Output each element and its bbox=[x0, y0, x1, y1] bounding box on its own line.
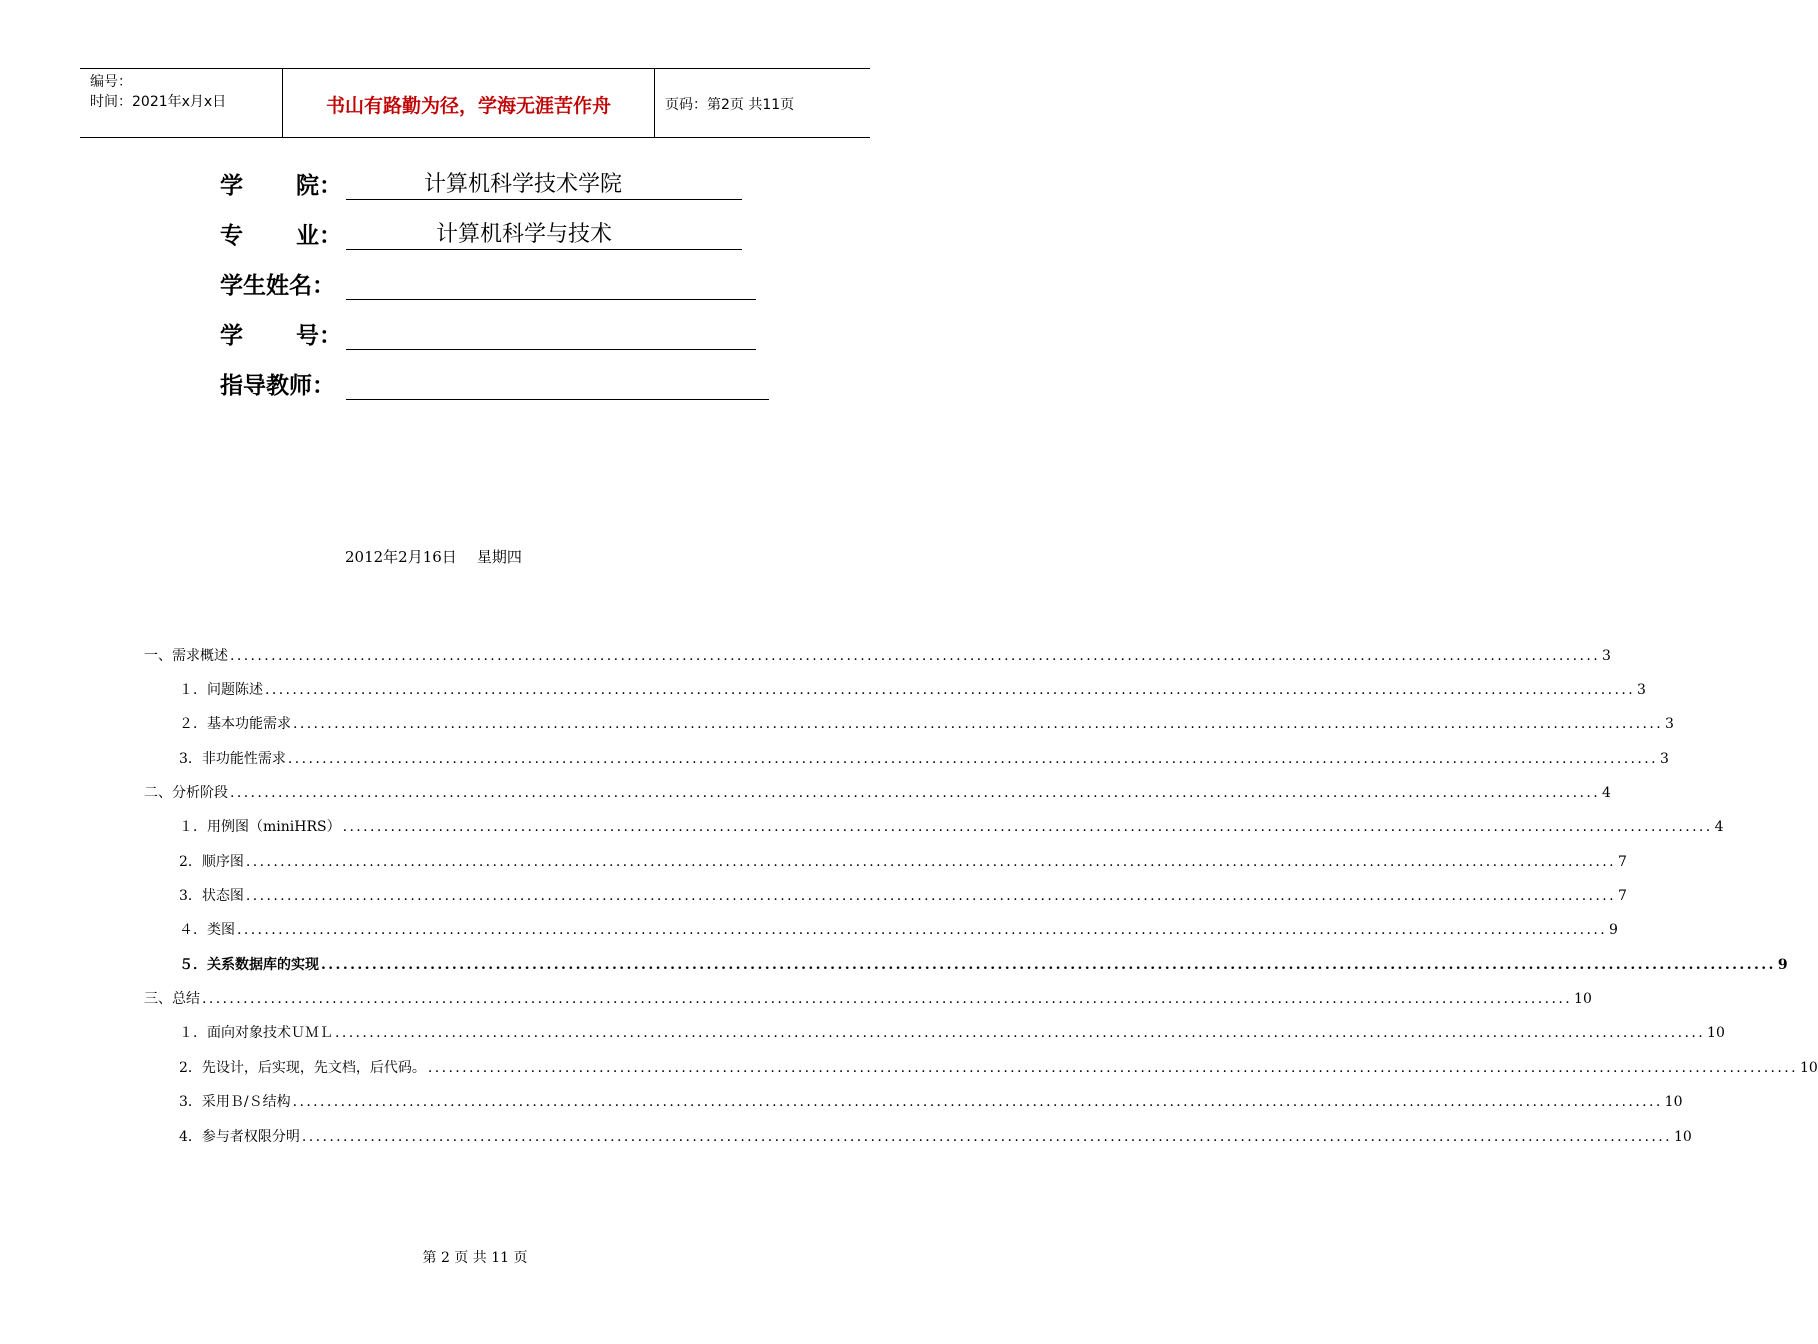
toc-entry[interactable] bbox=[179, 880, 1627, 906]
motto: 书山有路勤为径，学海无涯苦作舟 bbox=[325, 95, 611, 117]
toc-entry[interactable] bbox=[179, 674, 1646, 700]
info-label-part: 业： bbox=[296, 223, 342, 249]
toc-dot-leader: ........................................................................................................................................................................................................ bbox=[342, 819, 1713, 835]
toc-page-number: 7 bbox=[1617, 854, 1627, 870]
toc-page-number: 10 bbox=[1574, 991, 1592, 1007]
toc-entry[interactable] bbox=[179, 743, 1669, 769]
toc-page-number: 3 bbox=[1665, 716, 1674, 732]
header-page-cell bbox=[655, 69, 870, 137]
toc-dot-leader: ........................................................................................................................................................................................................ bbox=[237, 922, 1608, 938]
toc-entry[interactable] bbox=[179, 846, 1627, 872]
info-label-part: 学 bbox=[220, 323, 243, 349]
page-footer: 第 2 页 共 11 页 bbox=[422, 1250, 528, 1266]
toc-dot-leader: ........................................................................................................................................................................................................ bbox=[245, 888, 1616, 904]
toc-entry-title: 3．状态图 bbox=[179, 888, 244, 904]
toc-dot-leader: ........................................................................................................................................................................................................ bbox=[245, 854, 1616, 870]
toc-entry[interactable] bbox=[144, 640, 1611, 666]
info-label-part: 号： bbox=[296, 323, 342, 349]
toc-entry-title: 2．顺序图 bbox=[179, 854, 244, 870]
time-label: 时间：2021年x月x日 bbox=[90, 94, 227, 110]
info-label bbox=[220, 170, 342, 202]
toc-dot-leader: ........................................................................................................................................................................................................ bbox=[265, 682, 1636, 698]
info-value-field: 计算机科学与技术 bbox=[346, 220, 742, 250]
header-meta-cell bbox=[80, 69, 282, 137]
weekday-text: 星期四 bbox=[476, 548, 522, 566]
toc-dot-leader: ........................................................................................................................................................................................................ bbox=[230, 785, 1601, 801]
toc-entry[interactable] bbox=[179, 1121, 1692, 1147]
toc-entry-title: １．用例图（miniHRS） bbox=[179, 819, 341, 835]
toc-page-number: 10 bbox=[1707, 1025, 1725, 1041]
toc-page-number: 4 bbox=[1602, 785, 1611, 801]
toc-entry-title: 2．先设计，后实现，先文档，后代码。 bbox=[179, 1060, 426, 1076]
toc-page-number: 3 bbox=[1637, 682, 1646, 698]
toc-dot-leader: ........................................................................................................................................................................................................ bbox=[287, 751, 1658, 767]
toc-entry-title: 4．参与者权限分明 bbox=[179, 1129, 300, 1145]
toc-entry-title: 一、需求概述 bbox=[144, 648, 228, 664]
info-value-field bbox=[346, 270, 756, 300]
toc-entry-title: 3．采用Ｂ/Ｓ结构 bbox=[179, 1094, 291, 1110]
header-page-info: 页码：第2页 共11页 bbox=[665, 97, 795, 113]
toc-entry-title: １．面向对象技术ＵＭＬ bbox=[179, 1025, 333, 1041]
date-line bbox=[345, 546, 522, 567]
toc-dot-leader: ........................................................................................................................................................................................................ bbox=[292, 1094, 1663, 1110]
toc-dot-leader: ........................................................................................................................................................................................................ bbox=[202, 991, 1573, 1007]
toc-entry[interactable] bbox=[179, 811, 1724, 837]
info-label-part: 学生姓名： bbox=[220, 273, 335, 299]
toc-entry[interactable] bbox=[179, 1052, 1818, 1078]
toc-entry-title: １．问题陈述 bbox=[179, 682, 263, 698]
toc-dot-leader: ........................................................................................................................................................................................................ bbox=[230, 648, 1601, 664]
toc-entry[interactable] bbox=[179, 708, 1674, 734]
toc-entry-title: 3．非功能性需求 bbox=[179, 751, 286, 767]
toc-entry-title: 二、分析阶段 bbox=[144, 785, 228, 801]
toc-entry[interactable] bbox=[179, 914, 1618, 940]
toc-entry[interactable] bbox=[179, 1086, 1683, 1112]
toc-entry[interactable] bbox=[144, 983, 1592, 1009]
toc-entry[interactable] bbox=[144, 777, 1611, 803]
toc-dot-leader: ........................................................................................................................................................................................................ bbox=[293, 716, 1664, 732]
info-label bbox=[220, 370, 342, 402]
toc-dot-leader: ........................................................................................................................................................................................................ bbox=[321, 957, 1776, 973]
toc-entry[interactable] bbox=[179, 949, 1788, 975]
toc-page-number: 3 bbox=[1602, 648, 1611, 664]
info-label-part: 指导教师： bbox=[220, 373, 335, 399]
info-label bbox=[220, 320, 342, 352]
info-label-part: 专 bbox=[220, 223, 243, 249]
info-value-field bbox=[346, 320, 756, 350]
toc-entry-title: ２．基本功能需求 bbox=[179, 716, 291, 732]
toc-page-number: 7 bbox=[1617, 888, 1627, 904]
info-label bbox=[220, 220, 342, 252]
toc-page-number: 10 bbox=[1799, 1060, 1818, 1076]
date-text: 2012年2月16日 bbox=[345, 548, 457, 566]
info-label-part: 院： bbox=[296, 173, 342, 199]
toc-entry-title: ４．类图 bbox=[179, 922, 235, 938]
toc-entry-title: 三、总结 bbox=[144, 991, 200, 1007]
document-header bbox=[80, 68, 870, 138]
toc-entry[interactable] bbox=[179, 1017, 1725, 1043]
toc-page-number: 4 bbox=[1714, 819, 1724, 835]
info-value-field: 计算机科学技术学院 bbox=[346, 170, 742, 200]
toc-dot-leader: ........................................................................................................................................................................................................ bbox=[335, 1025, 1706, 1041]
info-label bbox=[220, 270, 342, 302]
toc-page-number: 9 bbox=[1609, 922, 1618, 938]
toc-page-number: 9 bbox=[1777, 957, 1788, 973]
toc-dot-leader: ........................................................................................................................................................................................................ bbox=[427, 1060, 1798, 1076]
toc-page-number: 3 bbox=[1659, 751, 1669, 767]
toc-entry-title: ５．关系数据库的实现 bbox=[179, 957, 319, 973]
info-label-part: 学 bbox=[220, 173, 243, 199]
info-value-field bbox=[346, 370, 769, 400]
toc-page-number: 10 bbox=[1664, 1094, 1683, 1110]
toc-dot-leader: ........................................................................................................................................................................................................ bbox=[301, 1129, 1672, 1145]
number-label: 编号： bbox=[90, 74, 132, 90]
header-motto-cell bbox=[282, 69, 655, 137]
toc-page-number: 10 bbox=[1673, 1129, 1692, 1145]
